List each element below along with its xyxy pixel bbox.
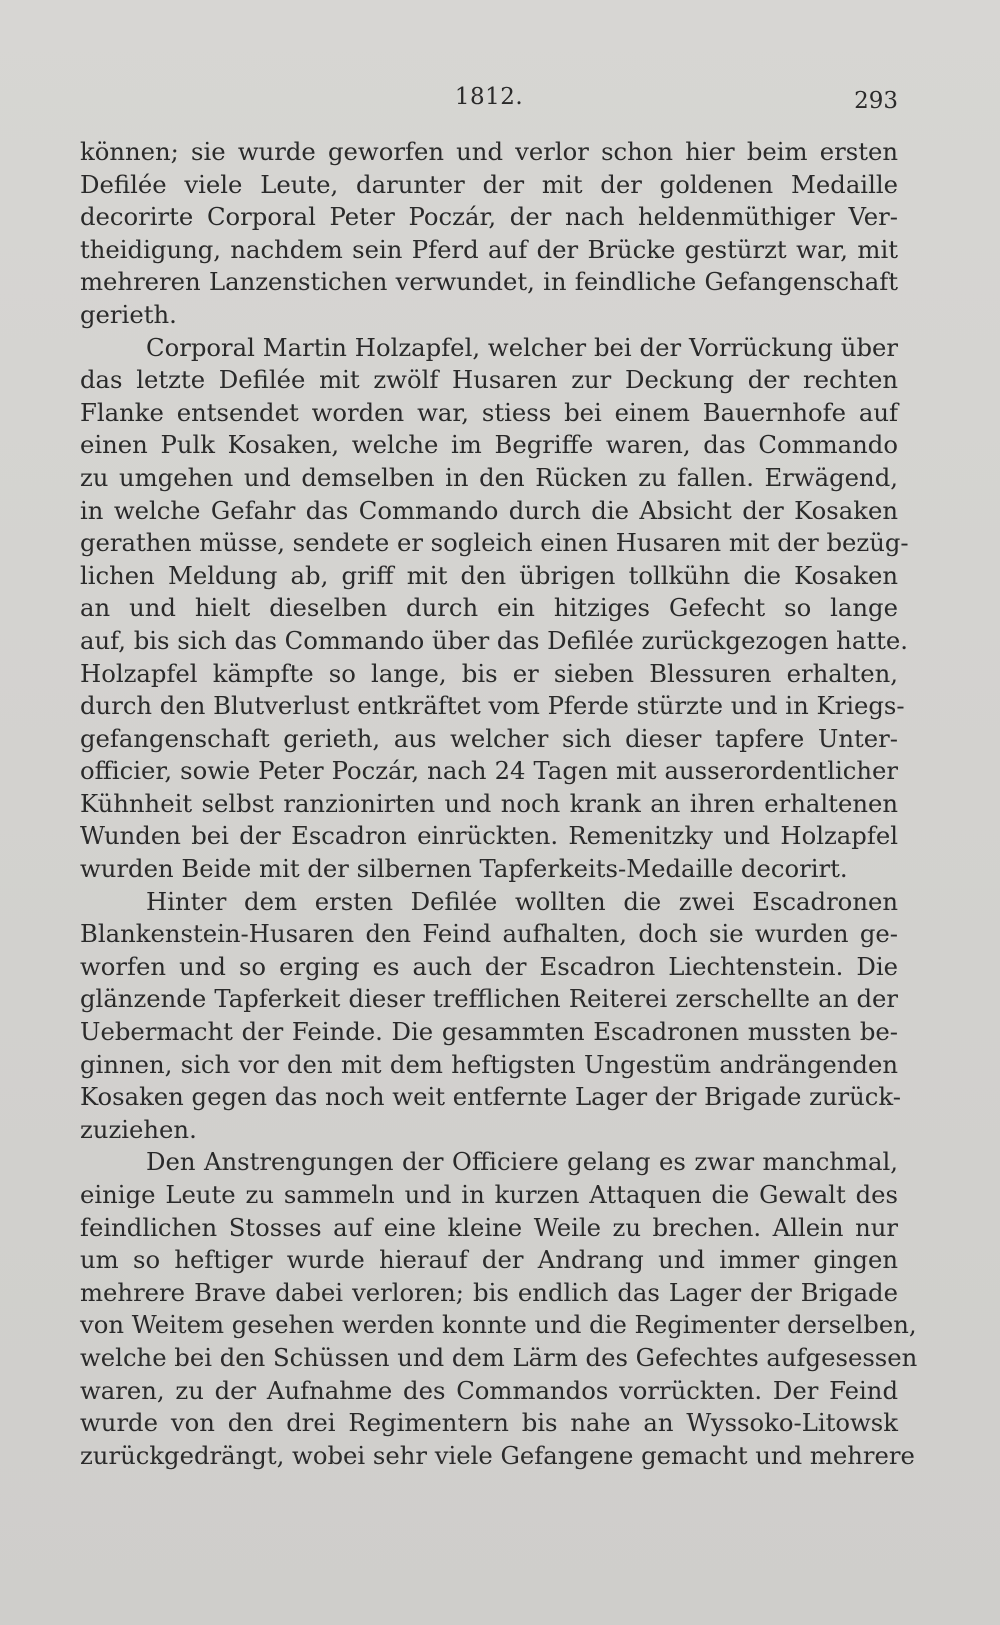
text-line: zu umgehen und demselben in den Rücken zu fallen. Erwägend, [80,462,898,492]
text-line: zurückgedrängt, wobei sehr viele Gefangene gemacht und mehrere [80,1440,915,1470]
text-line: worfen und so erging es auch der Escadron Liechtenstein. Die [80,951,898,981]
page-number: 293 [854,88,898,114]
text-line: decorirte Corporal Peter Poczár, der nach heldenmüthiger Ver- [80,202,898,232]
text-line: Blankenstein-Husaren den Feind aufhalten, doch sie wurden ge- [80,919,898,949]
text-line: welche bei den Schüssen und dem Lärm des Gefechtes aufgesessen [80,1342,918,1372]
text-line: glänzende Tapferkeit dieser trefflichen Reiterei zerschellte an der [80,984,898,1014]
text-line: Holzapfel kämpfte so lange, bis er sieben Blessuren erhalten, [80,658,898,688]
text-line: mehreren Lanzenstichen verwundet, in feindliche Gefangenschaft [80,267,898,297]
running-title: 1812. [454,84,524,110]
text-line: waren, zu der Aufnahme des Commandos vorrückten. Der Feind [80,1375,898,1405]
text-line: theidigung, nachdem sein Pferd auf der Brücke gestürzt war, mit [80,234,898,264]
text-line: das letzte Defilée mit zwölf Husaren zur Deckung der rechten [80,365,898,395]
text-line: mehrere Brave dabei verloren; bis endlich das Lager der Brigade [80,1277,898,1307]
text-line: Defilée viele Leute, darunter der mit der goldenen Medaille [80,169,898,199]
text-line: Den Anstrengungen der Officiere gelang es zwar manchmal, [146,1147,898,1177]
text-line: Hinter dem ersten Defilée wollten die zwei Escadronen [146,886,898,916]
text-line: durch den Blutverlust entkräftet vom Pferde stürzte und in Kriegs- [80,691,905,721]
text-line: gefangenschaft gerieth, aus welcher sich dieser tapfere Unter- [80,723,898,753]
text-line: feindlichen Stosses auf eine kleine Weile zu brechen. Allein nur [80,1212,898,1242]
text-line: wurden Beide mit der silbernen Tapferkeits-Medaille decorirt. [80,854,848,884]
text-line: gerieth. [80,299,177,329]
text-line: Corporal Martin Holzapfel, welcher bei der Vorrückung über [146,332,898,362]
text-line: auf, bis sich das Commando über das Defilée zurückgezogen hatte. [80,625,908,655]
body-text [80,136,918,1472]
paragraph [80,136,898,332]
text-line: um so heftiger wurde hierauf der Andrang und immer gingen [80,1245,898,1275]
text-line: Kosaken gegen das noch weit entfernte Lager der Brigade zurück- [80,1082,901,1112]
text-line: zuziehen. [80,1114,197,1144]
text-line: können; sie wurde geworfen und verlor schon hier beim ersten [80,137,898,166]
text-line: von Weitem gesehen werden konnte und die Regimenter derselben, [80,1310,917,1340]
text-line: einige Leute zu sammeln und in kurzen Attaquen die Gewalt des [80,1180,898,1209]
text-line: Kühnheit selbst ranzionirten und noch krank an ihren erhaltenen [80,788,898,818]
paragraph [80,1146,918,1472]
paragraph [80,886,901,1147]
text-line: gerathen müsse, sendete er sogleich einen Husaren mit der bezüg- [80,528,909,558]
text-line: an und hielt dieselben durch ein hitziges Gefecht so lange [80,593,898,623]
text-line: Uebermacht der Feinde. Die gesammten Escadronen mussten be- [80,1017,898,1047]
paragraph [80,332,909,886]
text-line: wurde von den drei Regimentern bis nahe an Wyssoko-Litowsk [80,1408,898,1438]
running-head [80,84,898,124]
text-line: lichen Meldung ab, griff mit den übrigen tollkühn die Kosaken [80,560,898,590]
text-line: in welche Gefahr das Commando durch die Absicht der Kosaken [80,495,898,525]
text-line: Wunden bei der Escadron einrückten. Remenitzky und Holzapfel [80,821,898,851]
text-line: Flanke entsendet worden war, stiess bei einem Bauernhofe auf [80,397,898,427]
text-line: ginnen, sich vor den mit dem heftigsten Ungestüm andrängenden [80,1049,898,1079]
text-line: einen Pulk Kosaken, welche im Begriffe waren, das Commando [80,430,898,460]
text-line: officier, sowie Peter Poczár, nach 24 Tagen mit ausserordentlicher [80,756,898,786]
